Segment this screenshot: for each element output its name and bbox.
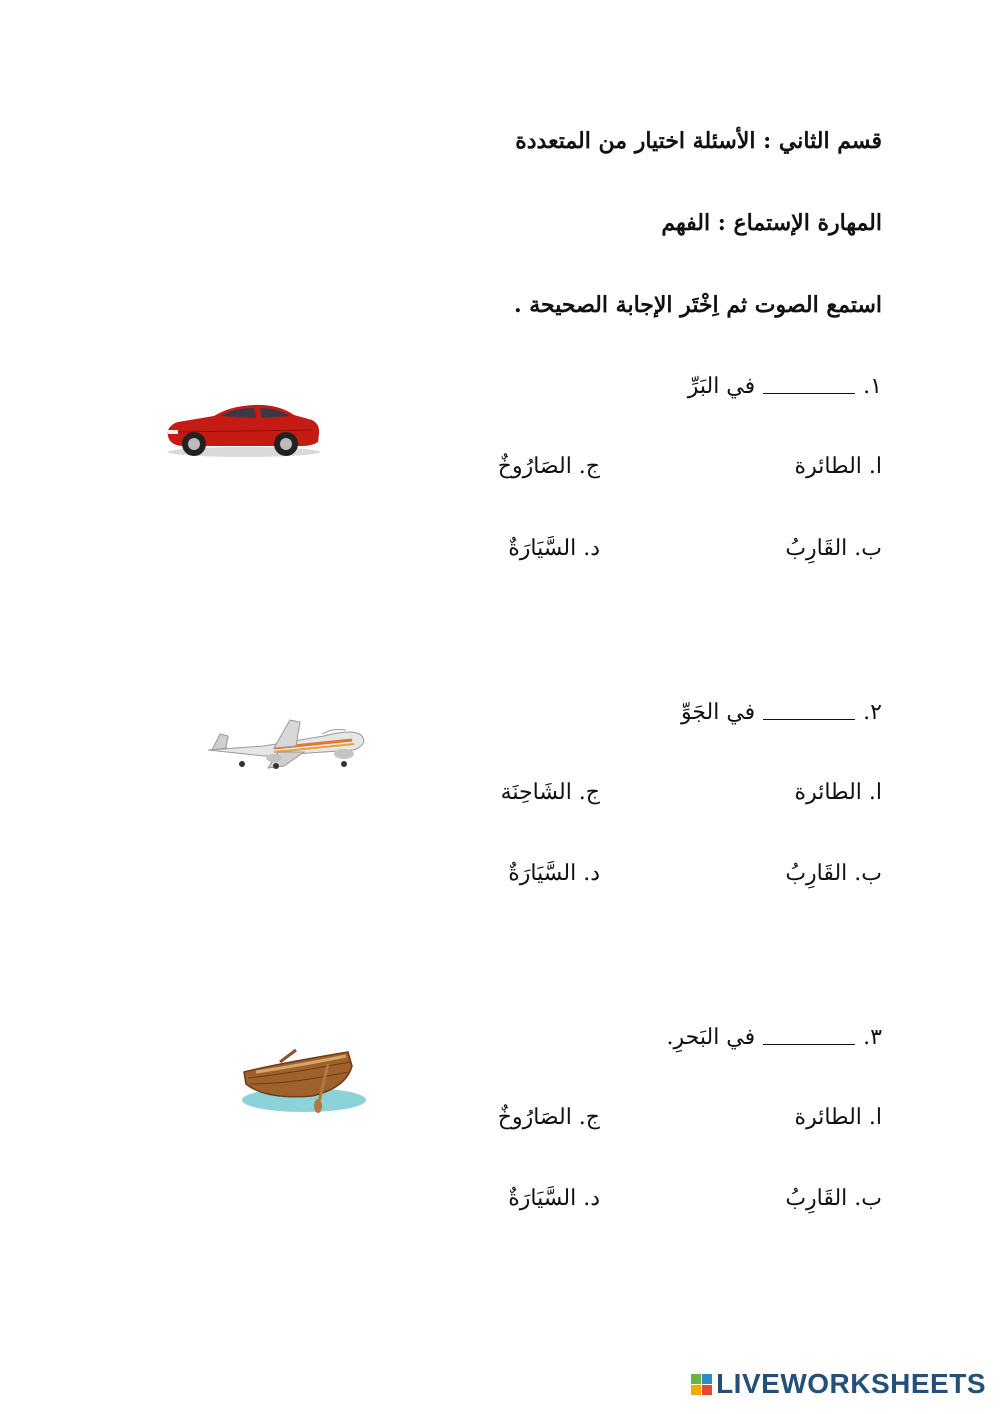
skill-heading: المهارة الإستماع : الفهم xyxy=(661,210,882,236)
option-d[interactable]: د. السَّيَارَةٌ xyxy=(508,1186,600,1211)
brand-text: LIVEWORKSHEETS xyxy=(716,1368,986,1399)
answer-blank[interactable] xyxy=(763,707,855,720)
question-number: ٣. xyxy=(863,1025,882,1050)
rowboat-icon xyxy=(236,1044,370,1114)
option-b[interactable]: ب. القَارِبُ xyxy=(785,536,882,561)
liveworksheets-logo xyxy=(691,1368,986,1400)
question-text: في الجَوِّ xyxy=(680,700,756,725)
option-c[interactable]: ج. الشَاحِنَة xyxy=(500,780,600,805)
section-title: قسم الثاني : الأسئلة اختيار من المتعددة xyxy=(515,128,882,154)
question-1 xyxy=(688,374,882,399)
option-a[interactable]: ا. الطائرة xyxy=(794,780,882,805)
option-d[interactable]: د. السَّيَارَةٌ xyxy=(508,861,600,886)
question-number: ٢. xyxy=(863,700,882,725)
option-a[interactable]: ا. الطائرة xyxy=(794,454,882,479)
logo-mark-icon xyxy=(691,1374,712,1395)
option-d[interactable]: د. السَّيَارَةٌ xyxy=(508,536,600,561)
question-text: في البَرِّ xyxy=(687,374,756,399)
question-number: ١. xyxy=(863,374,882,399)
question-2 xyxy=(681,700,882,725)
airplane-icon xyxy=(204,714,370,772)
red-car-icon xyxy=(162,398,324,460)
answer-blank[interactable] xyxy=(763,1032,855,1045)
option-c[interactable]: ج. الصَارُوخٌ xyxy=(497,1105,600,1130)
answer-blank[interactable] xyxy=(763,381,855,394)
option-b[interactable]: ب. القَارِبُ xyxy=(785,1186,882,1211)
question-3 xyxy=(667,1025,882,1050)
option-a[interactable]: ا. الطائرة xyxy=(794,1105,882,1130)
option-b[interactable]: ب. القَارِبُ xyxy=(785,861,882,886)
option-c[interactable]: ج. الصَارُوخٌ xyxy=(497,454,600,479)
instruction-heading: استمع الصوت ثم اِخْتَر الإجابة الصحيحة . xyxy=(513,292,882,318)
question-text: في البَحرِ. xyxy=(666,1025,756,1050)
